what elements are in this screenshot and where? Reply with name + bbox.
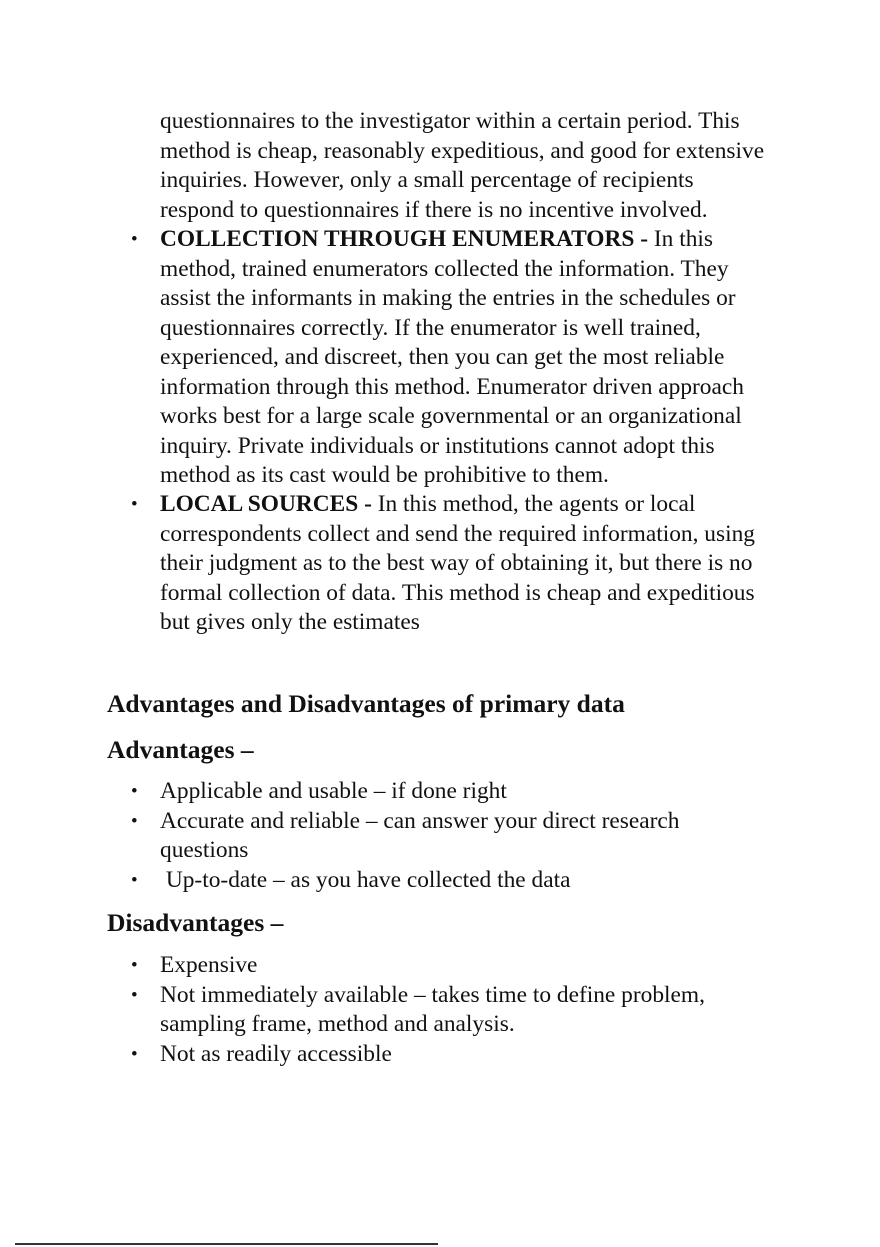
text-line: method as its cast would be prohibitive to them. [160,462,609,488]
text-line [160,490,695,520]
bullet-icon: • [131,984,138,1006]
text-line: but gives only the estimates [160,609,420,635]
text-line [160,225,713,255]
text-line: information through this method. Enumerator driven approach [160,373,744,400]
method-term: COLLECTION THROUGH ENUMERATORS - [160,226,649,252]
text-line: inquiry. Private individuals or institutions cannot adopt this [160,432,715,459]
bullet-icon: • [131,494,138,515]
bullet-icon: • [131,229,138,250]
bullet-icon: • [131,781,138,802]
text-line: questionnaires correctly. If the enumerator is well trained, [160,314,701,341]
text-line: formal collection of data. This method is cheap and expeditious [160,579,755,606]
advantages-heading: Advantages – [107,735,254,764]
bullet-icon: • [131,810,138,832]
method-term: LOCAL SOURCES - [160,491,372,517]
list-item: Expensive [160,952,258,978]
list-item-continuation: sampling frame, method and analysis. [160,1011,515,1037]
text-line: method is cheap, reasonably expeditious, and good for extensive [160,137,765,164]
section-heading: Advantages and Disadvantages of primary data [107,689,625,718]
text-line: works best for a large scale governmental or an organizational [160,403,742,429]
list-item: Up-to-date – as you have collected the data [160,866,571,893]
text-line: method, trained enumerators collected the information. They [160,255,729,282]
text-line: respond to questionnaires if there is no incentive involved. [160,196,708,223]
bullet-icon: • [131,869,138,891]
list-item: Applicable and usable – if done right [160,778,507,804]
method-text: In this method, the agents or local [371,491,696,517]
list-item-continuation: questions [160,837,249,863]
list-item: Not immediately available – takes time to define problem, [160,981,705,1008]
text-line: questionnaires to the investigator within a certain period. This [160,108,740,134]
list-item: Not as readily accessible [160,1040,392,1067]
method-text: In this [648,226,714,252]
text-line: their judgment as to the best way of obtaining it, but there is no [160,550,753,576]
list-item: Accurate and reliable – can answer your direct research [160,807,680,834]
bullet-icon: • [131,955,138,976]
text-line: correspondents collect and send the required information, using [160,520,755,547]
disadvantages-heading: Disadvantages – [107,908,284,937]
bullet-icon: • [131,1043,138,1065]
text-line: inquiries. However, only a small percentage of recipients [160,167,694,193]
footnote-divider [15,1243,438,1245]
text-line: assist the informants in making the entries in the schedules or [160,285,736,311]
text-line: experienced, and discreet, then you can get the most reliable [160,344,725,370]
